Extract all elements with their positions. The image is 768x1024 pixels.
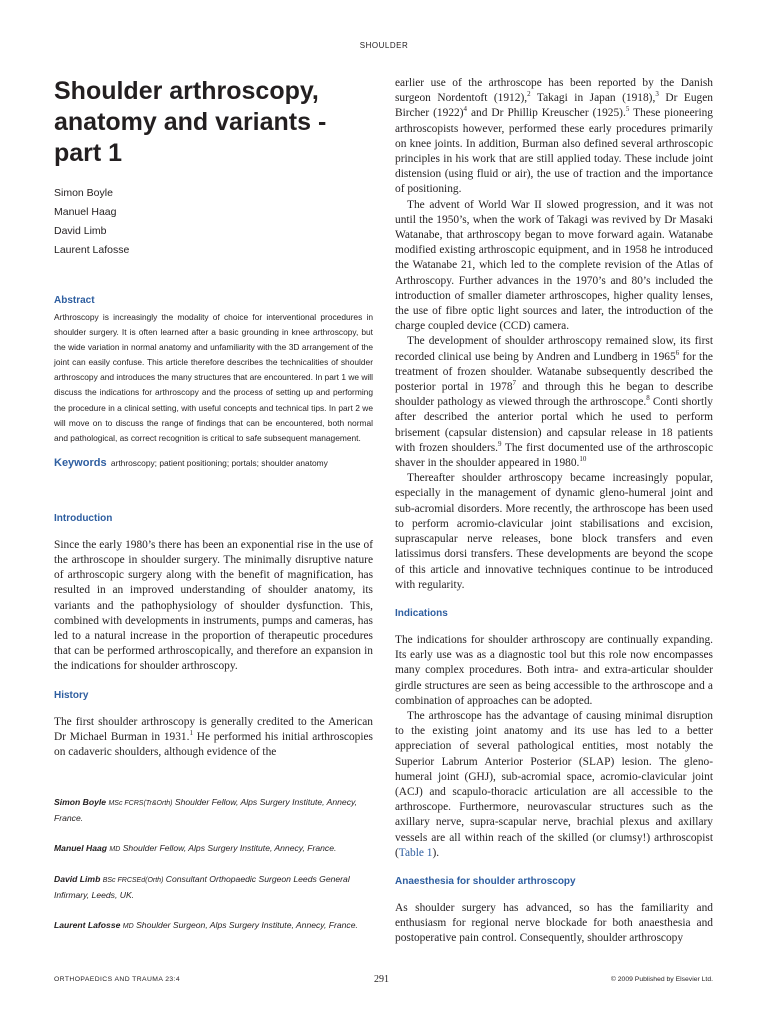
right-column [395,76,713,947]
author-list [54,184,373,260]
page-number: 291 [374,974,389,985]
abstract-heading: Abstract [54,295,95,306]
indications-paragraph: The arthroscope has the advantage of causing minimal disruption to the existing joint anatomy and its use has led to a better appreciation of several pathological entities, most notably the Superior Labrum Anterior Posterior (SLAP) lesion. The gleno-humeral joint (GHJ), sub-acromial space, acromio-clavicular joint (ACJ) and scapulo-thoracic articulation are all accessible to the arthroscope. Furthermore, neurovascular structures such as the axillary nerve, supra-scapular nerve, brachial plexus and axillary vessels are all within reach of the skilled (or clumsy!) arthroscopist (Table 1). [395,709,713,859]
reference-marker[interactable]: 1 [189,729,193,738]
author-affiliations [54,795,373,949]
affiliation: Simon Boyle MSc FCRS(Tr&Orth) Shoulder Fellow, Alps Surgery Institute, Annecy, France. [54,797,358,823]
introduction-paragraph: Since the early 1980’s there has been an exponential rise in the use of the arthroscope in shoulder surgery. The minimally disruptive nature of arthroscopic surgery along with the benefit of magnification, has resulted in an improved understanding of shoulder anatomy, its variants and the pathophysiology of shoulder dysfunction. This, combined with developments in instruments, pumps and cameras, has led to a natural increase in the proportion of therapeutic procedures that can be performed arthroscopically, and therefore an expansion in the indications for shoulder arthroscopy. [54,538,373,673]
history-heading: History [54,689,89,701]
reference-marker[interactable]: 2 [527,90,531,99]
history-paragraph: The development of shoulder arthroscopy remained slow, its first recorded clinical use being by Andren and Lundberg in 1965$^6$ for the treatment of frozen shoulder. Watanabe subsequently described the posterior portal in 1978$^7$ and through this he began to describe shoulder pathology as viewed through the arthroscope.$^8$ Conti shortly after described the anterior portal which he used to perform brisement (capsular distension) and capsular release in 18 patients with frozen shoulders.$^9$ The first documented use of the arthroscopic shaver in the shoulder appeared in 1980.10 [395,335,713,470]
keywords [54,456,373,470]
indications-paragraph: The indications for shoulder arthroscopy are continually expanding. Its early use was as a diagnostic tool but this role now encompasses many complex procedures. Both intra- and extra-articular shoulder girdle structures are seen as being accessible to the arthroscope and a combination of approaches can be adopted. [395,633,713,707]
left-column [54,76,373,760]
footer-journal: ORTHOPAEDICS AND TRAUMA 23:4 [54,976,181,983]
reference-marker[interactable]: 5 [625,105,630,114]
reference-marker[interactable]: 6 [675,348,680,357]
anaesthesia-heading: Anaesthesia for shoulder arthroscopy [395,875,576,887]
reference-marker[interactable]: 9 [498,440,502,449]
history-paragraph: Thereafter shoulder arthroscopy became increasingly popular, especially in the management of dynamic gleno-humeral joint and sub-acromial disorders. More recently, the arthroscope has been used to perform acromio-clavicular joint stabilisations and excision, suprascapular nerve releases, bone block transfers and even latissimus dorsi transfers. These developments are beyond the scope of this article and innovative techniques continue to be introduced with regularity. [395,472,713,591]
table-1-link[interactable]: Table 1 [398,846,433,859]
reference-marker[interactable]: 4 [463,105,468,114]
reference-marker[interactable]: 10 [579,455,587,464]
reference-marker[interactable]: 7 [512,379,517,388]
affiliation: David Limb BSc FRCSEd(Orth) Consultant Orthopaedic Surgeon Leeds General Infirmary, Leeds, UK. [54,874,350,900]
history-paragraph: The advent of World War II slowed progression, and it was not until the 1950’s, when the work of Takagi was revived by Dr Masaki Watanabe, that arthroscopy began to move forward again. Watanabe modified existing arthroscopic equipment, and in 1958 he introduced the Watanabe 21, which led to the complete revision of the Atlas of Arthroscopy. Further advances in the 1970’s and 80’s included the introduction of smaller diameter arthroscopes, higher quality lenses, the use of fibre optic light sources and later, the introduction of the charge coupled device (CCD) camera. [395,198,713,333]
history-paragraph: The first shoulder arthroscopy is generally credited to the American Dr Michael Burman in 1931.$^1$ He performed his initial arthroscopies on cadaveric shoulders, although evidence of the [54,715,373,759]
keywords-text: arthroscopy; patient positioning; portals; shoulder anatomy [110,457,328,468]
indications-heading: Indications [395,607,448,619]
history-paragraph-continued: earlier use of the arthroscope has been reported by the Danish surgeon Nordentoft (1912),$^2$ Takagi in Japan (1918),$^3$ Dr Eugen Bircher $(1922)^4$ and Dr Phillip Kreuscher (1925).$^5$ These pioneering arthroscopists however, performed these early procedures primarily on knee joints. In addition, Burman also defined several arthroscopic principles in his work that are still applied today. These include joint distension (using fluid or air), the use of traction and the importance of positioning. [395,77,714,196]
anaesthesia-paragraph: As shoulder surgery has advanced, so has the familiarity and enthusiasm for regional nerve blockade for both anaesthesia and postoperative pain control. Consequently, shoulder arthroscopy [395,901,713,945]
page-footer [54,976,713,990]
affiliation: Manuel Haag MD Shoulder Fellow, Alps Surgery Institute, Annecy, France. [54,843,337,853]
author-name: Manuel Haag [54,206,117,218]
footer-copyright: © 2009 Published by Elsevier Ltd. [610,976,713,983]
abstract [54,294,373,470]
author-name: Laurent Lafosse [54,244,130,256]
reference-marker[interactable]: 8 [646,394,650,403]
reference-marker[interactable]: 3 [655,90,659,99]
introduction-heading: Introduction [54,512,113,524]
keywords-label: Keywords [54,456,107,469]
abstract-text: Arthroscopy is increasingly the modality of choice for interventional procedures in shoulder surgery. It is often learned after a basic grounding in knee arthroscopy, but the wide variation in normal anatomy and unfamiliarity with the 3D arrangement of the joint can easily confuse. This article therefore describes the technicalities of shoulder arthroscopy and introduces the many structures that are encountered. In part 1 we will discuss the indications for arthroscopy and the process of setting up and performing the procedure in a clinical setting, with useful concepts and technical tips. In part 2 we will move on to discuss the range of findings that can be encountered, both normal and pathological, as correct recognition is critical to safe subsequent management. [54,312,373,443]
article-title: Shoulder arthroscopy, anatomy and variants - part 1 [54,77,327,167]
author-name: Simon Boyle [54,187,113,199]
running-head: SHOULDER [359,41,409,50]
author-name: David Limb [54,225,107,237]
affiliation: Laurent Lafosse MD Shoulder Surgeon, Alps Surgery Institute, Annecy, France. [54,920,358,930]
